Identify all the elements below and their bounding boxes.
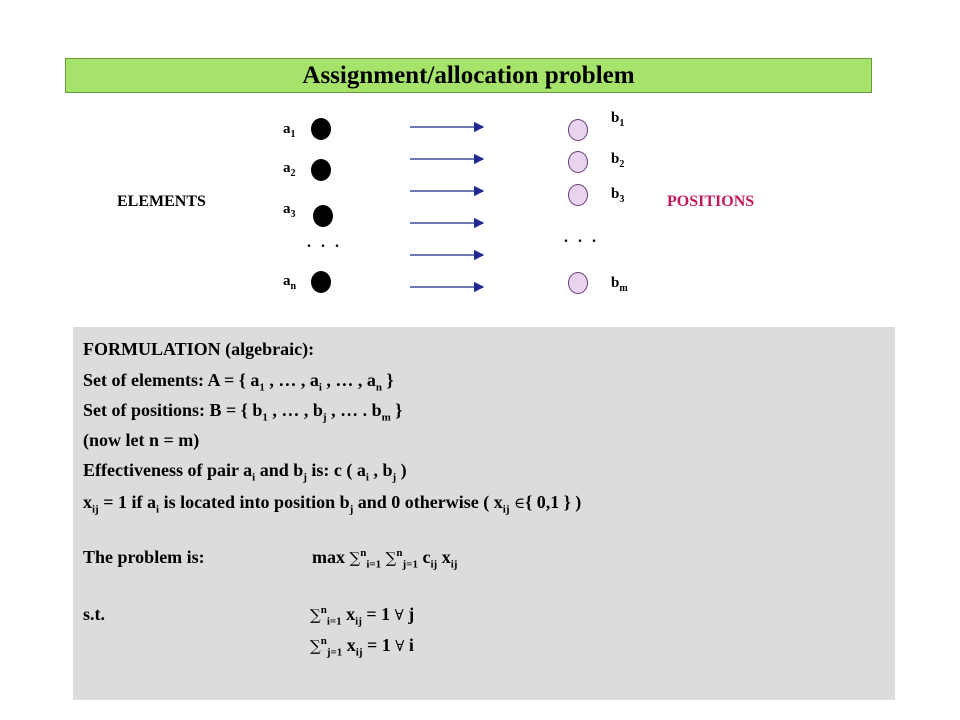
position-ring bbox=[568, 272, 588, 294]
position-label: $b_m$ bbox=[611, 275, 628, 294]
subject-to-label: s.t. bbox=[83, 604, 105, 624]
element-label: $a_n$ bbox=[283, 273, 297, 292]
elements-set-line: Set of elements: A = { $a_1$ , … , $a_i$ , … , $a_n$ } bbox=[83, 370, 394, 394]
element-label: $a_2$ bbox=[283, 160, 296, 179]
xij-definition-line: $x_{ij} = 1$ if $a_i$ is located into position $b_j$ and 0 otherwise ( $x_{ij}$ ∈{ 0,1 } ) bbox=[83, 492, 582, 516]
position-label: $b_1$ bbox=[611, 110, 625, 129]
positions-label: POSITIONS bbox=[667, 193, 755, 210]
formulation-heading: FORMULATION (algebraic): bbox=[83, 339, 315, 359]
position-ring bbox=[568, 151, 588, 173]
element-label: $a_3$ bbox=[283, 201, 296, 220]
slide-title: Assignment/allocation problem bbox=[65, 58, 872, 93]
constraint-rows: ∑$^n_{j=1}$ $x_{ij} = 1$ ∀ i bbox=[310, 635, 414, 659]
position-ring bbox=[568, 119, 588, 141]
position-ring bbox=[568, 184, 588, 206]
formulation-panel bbox=[73, 327, 895, 700]
positions-set-line: Set of positions: B = { $b_1$ , … , $b_j$ , … . $b_m$ } bbox=[83, 400, 403, 424]
constraint-columns: ∑$^n_{i=1}$ $x_{ij} = 1$ ∀ j bbox=[310, 604, 415, 628]
positions-ellipsis: . . . bbox=[564, 229, 599, 246]
effectiveness-line: Effectiveness of pair $a_i$ and $b_j$ is: c ( $a_i$ , $b_j$ ) bbox=[83, 460, 407, 484]
objective-function: max ∑$^n_{i=1}$ ∑$^n_{j=1}$ $c_{ij}$ $x_{ij}$ bbox=[312, 547, 458, 571]
element-label: $a_1$ bbox=[283, 121, 296, 140]
position-label: $b_2$ bbox=[611, 151, 625, 170]
problem-is-label: The problem is: bbox=[83, 547, 205, 567]
n-equals-m-line: (now let n = m) bbox=[83, 430, 200, 450]
elements-ellipsis: . . . bbox=[307, 234, 342, 251]
elements-label: ELEMENTS bbox=[117, 193, 206, 210]
position-label: $b_3$ bbox=[611, 186, 625, 205]
